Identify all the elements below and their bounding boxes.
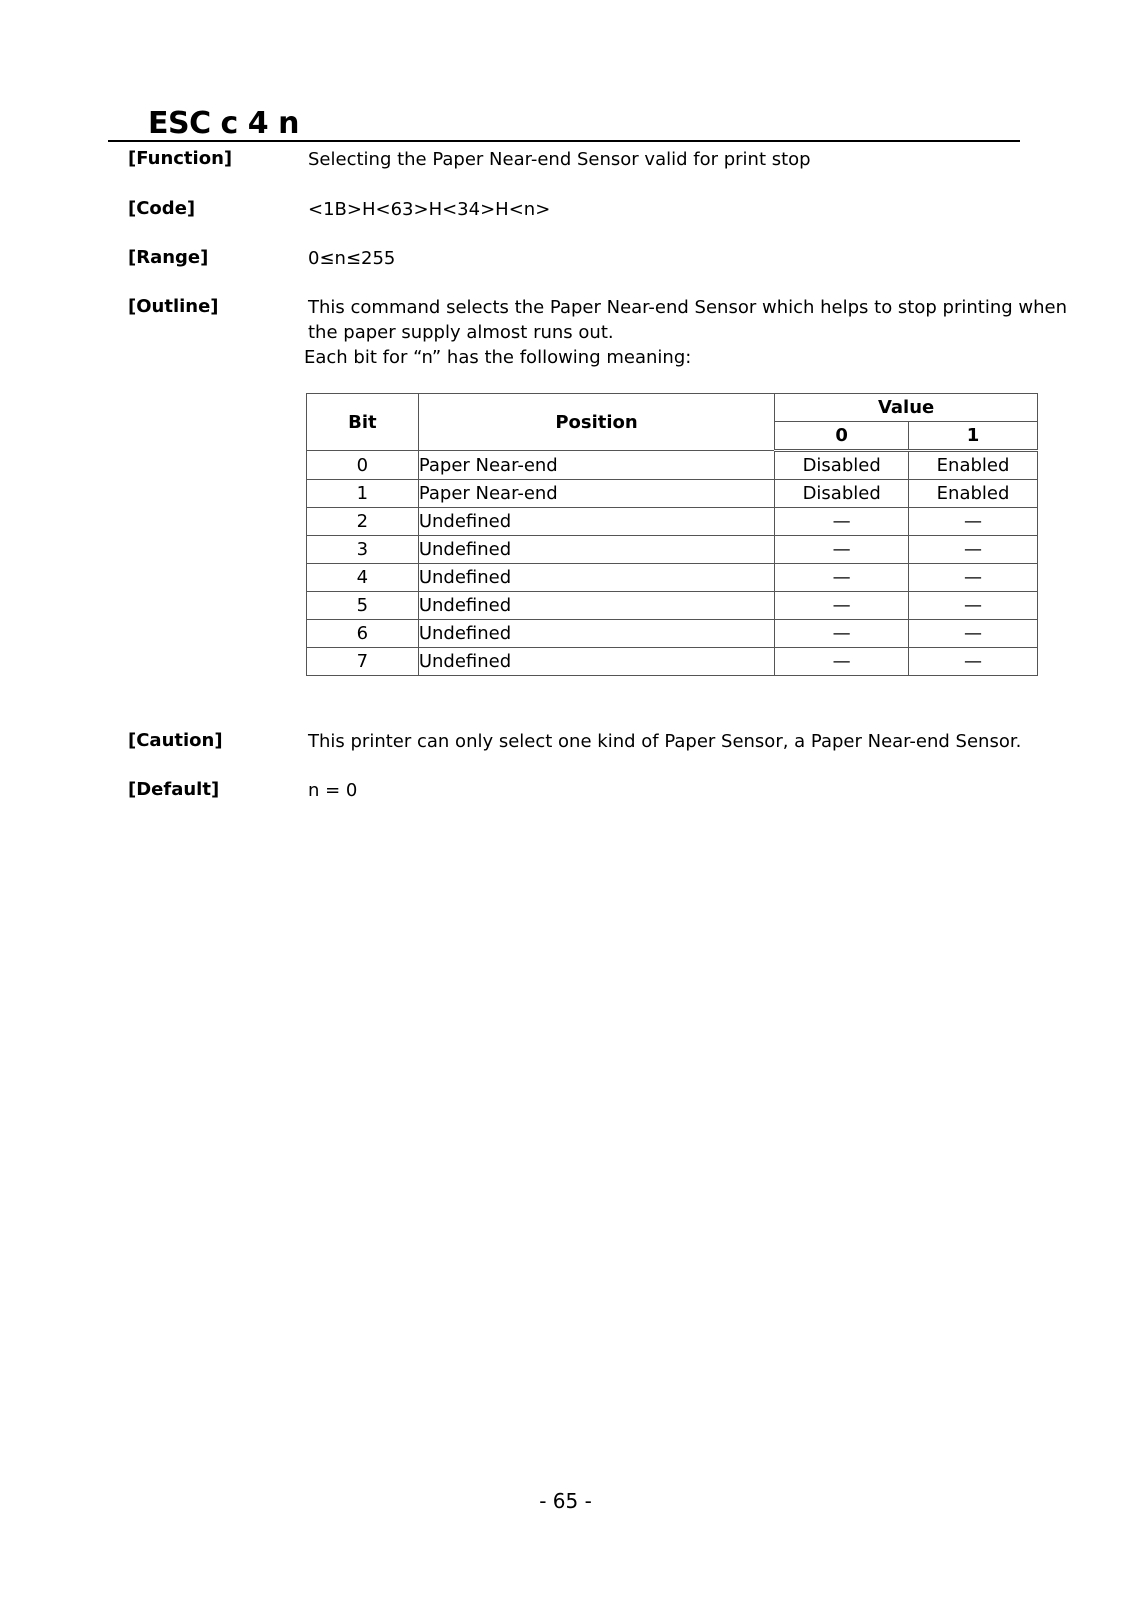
cell-bit: 0 (307, 451, 419, 480)
header-position: Position (418, 394, 774, 451)
cell-position: Paper Near-end (418, 451, 774, 480)
cell-value-1: — (909, 620, 1038, 648)
page-title: ESC c 4 n (148, 106, 299, 141)
page-number: - 65 - (539, 1489, 592, 1513)
code-label: [Code] (128, 198, 196, 219)
cell-value-0: — (775, 536, 909, 564)
header-value: Value (775, 394, 1038, 422)
caution-label: [Caution] (128, 730, 223, 751)
cell-value-0: — (775, 592, 909, 620)
default-label: [Default] (128, 779, 220, 800)
cell-value-1: — (909, 648, 1038, 676)
cell-value-1: Enabled (909, 480, 1038, 508)
range-label: [Range] (128, 247, 209, 268)
function-text: Selecting the Paper Near-end Sensor valid for print stop (308, 149, 811, 170)
table-row (307, 451, 1038, 480)
cell-value-1: Enabled (909, 451, 1038, 480)
header-bit: Bit (307, 394, 419, 451)
table-row (307, 536, 1038, 564)
cell-value-1: — (909, 536, 1038, 564)
code-text: <1B>H<63>H<34>H<n> (308, 199, 551, 220)
cell-position: Undefined (418, 648, 774, 676)
cell-bit: 5 (307, 592, 419, 620)
cell-bit: 1 (307, 480, 419, 508)
table-row (307, 620, 1038, 648)
outline-label: [Outline] (128, 296, 219, 317)
table-row (307, 508, 1038, 536)
bit-meaning-table (306, 393, 1038, 676)
table-row (307, 592, 1038, 620)
table-row (307, 564, 1038, 592)
cell-value-0: — (775, 564, 909, 592)
range-text: 0≤n≤255 (308, 248, 396, 269)
cell-bit: 7 (307, 648, 419, 676)
default-text: n = 0 (308, 780, 358, 801)
cell-value-0: — (775, 508, 909, 536)
cell-position: Undefined (418, 508, 774, 536)
header-value-0: 0 (775, 422, 909, 451)
outline-line-3: Each bit for “n” has the following meaning: (304, 347, 692, 368)
table-row (307, 480, 1038, 508)
cell-position: Undefined (418, 592, 774, 620)
caution-text: This printer can only select one kind of Paper Sensor, a Paper Near-end Sensor. (308, 731, 1022, 752)
cell-bit: 3 (307, 536, 419, 564)
cell-value-1: — (909, 508, 1038, 536)
outline-line-2: the paper supply almost runs out. (308, 322, 614, 343)
cell-value-0: Disabled (775, 480, 909, 508)
table-row (307, 648, 1038, 676)
cell-value-1: — (909, 592, 1038, 620)
cell-position: Undefined (418, 620, 774, 648)
cell-value-1: — (909, 564, 1038, 592)
cell-bit: 6 (307, 620, 419, 648)
cell-position: Paper Near-end (418, 480, 774, 508)
header-value-1: 1 (909, 422, 1038, 451)
title-rule (108, 140, 1020, 142)
cell-position: Undefined (418, 536, 774, 564)
function-label: [Function] (128, 148, 233, 169)
cell-bit: 2 (307, 508, 419, 536)
cell-bit: 4 (307, 564, 419, 592)
cell-value-0: — (775, 620, 909, 648)
cell-value-0: — (775, 648, 909, 676)
outline-line-1: This command selects the Paper Near-end Sensor which helps to stop printing when (308, 297, 1067, 318)
cell-position: Undefined (418, 564, 774, 592)
cell-value-0: Disabled (775, 451, 909, 480)
